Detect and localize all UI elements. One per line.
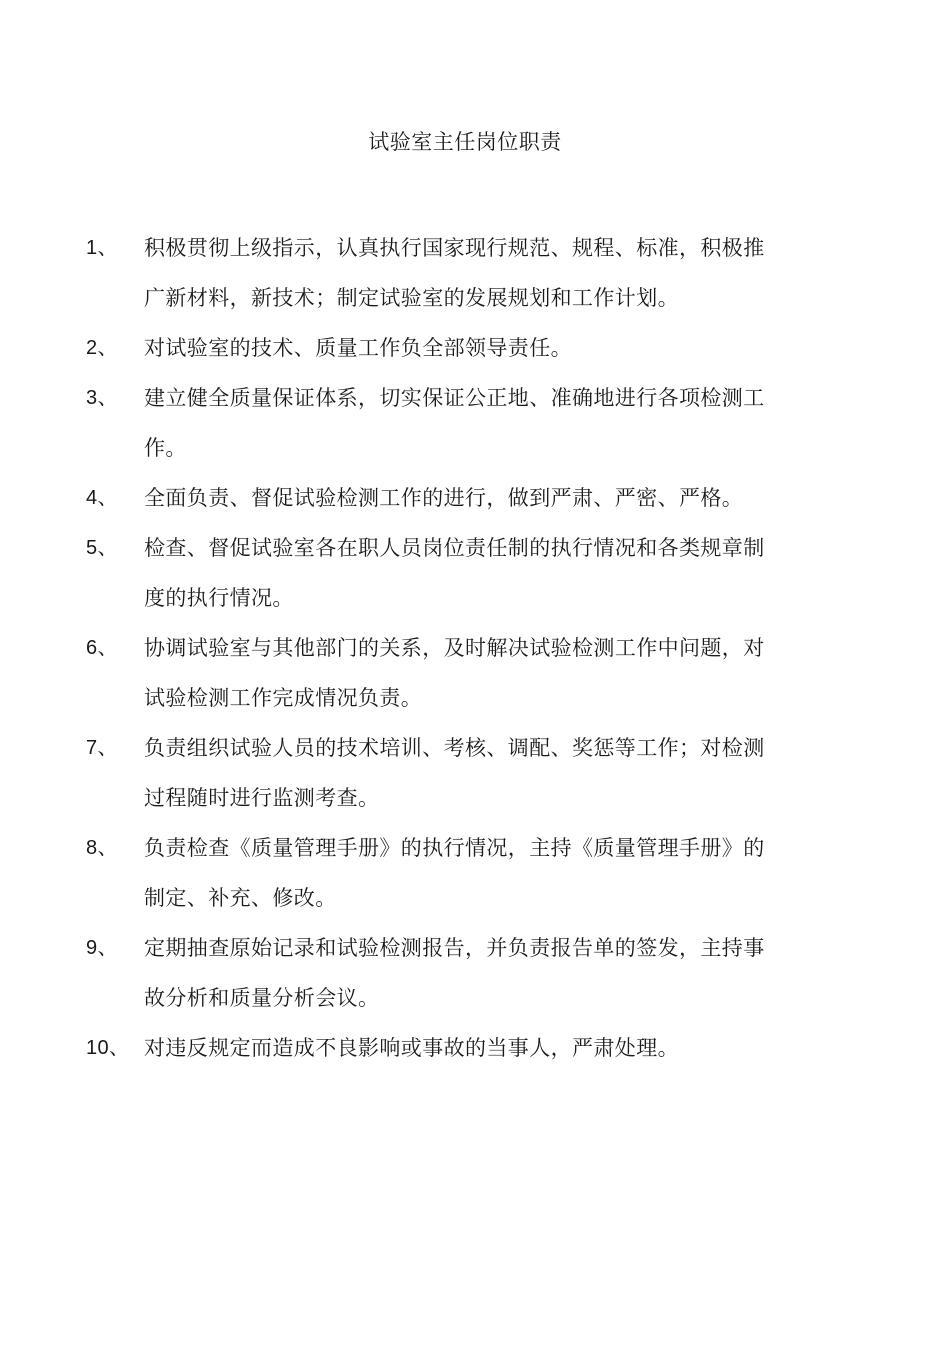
list-item — [86, 723, 806, 823]
list-item — [86, 923, 806, 1023]
item-text: 协调试验室与其他部门的关系，及时解决试验检测工作中问题，对试验检测工作完成情况负责。 — [144, 636, 765, 710]
item-text: 积极贯彻上级指示，认真执行国家现行规范、规程、标准，积极推广新材料，新技术；制定试验室的发展规划和工作计划。 — [144, 236, 765, 310]
item-number: 4、 — [86, 487, 118, 509]
item-text: 负责检查《质量管理手册》的执行情况，主持《质量管理手册》的制定、补充、修改。 — [144, 836, 765, 910]
document-title: 试验室主任岗位职责 — [368, 130, 562, 154]
list-item — [86, 473, 806, 523]
item-number: 2、 — [86, 337, 118, 359]
list-item — [86, 523, 806, 623]
item-number: 5、 — [86, 537, 118, 559]
list-item — [86, 223, 806, 323]
item-number: 3、 — [86, 387, 118, 409]
duty-list — [86, 223, 806, 1073]
item-number: 1、 — [86, 237, 118, 259]
list-item — [86, 623, 806, 723]
item-number: 10、 — [86, 1037, 130, 1059]
item-text: 定期抽查原始记录和试验检测报告，并负责报告单的签发，主持事故分析和质量分析会议。 — [144, 936, 765, 1010]
item-text: 负责组织试验人员的技术培训、考核、调配、奖惩等工作；对检测过程随时进行监测考查。 — [144, 736, 765, 810]
item-number: 7、 — [86, 737, 118, 759]
item-number: 6、 — [86, 637, 118, 659]
item-text: 对违反规定而造成不良影响或事故的当事人，严肃处理。 — [144, 1036, 679, 1060]
item-text: 对试验室的技术、质量工作负全部领导责任。 — [144, 336, 572, 360]
list-item — [86, 1023, 806, 1073]
item-text: 全面负责、督促试验检测工作的进行，做到严肃、严密、严格。 — [144, 486, 744, 510]
list-item — [86, 323, 806, 373]
item-number: 9、 — [86, 937, 118, 959]
item-text: 建立健全质量保证体系，切实保证公正地、准确地进行各项检测工作。 — [144, 386, 765, 460]
list-item — [86, 373, 806, 473]
item-text: 检查、督促试验室各在职人员岗位责任制的执行情况和各类规章制度的执行情况。 — [144, 536, 765, 610]
list-item — [86, 823, 806, 923]
item-number: 8、 — [86, 837, 118, 859]
